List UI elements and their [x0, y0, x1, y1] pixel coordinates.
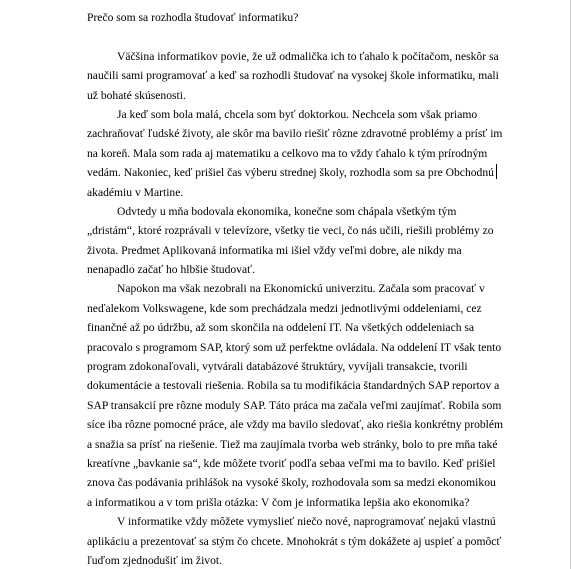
- paragraph-line: nenapadlo začať ho hlbšie študovať.: [87, 263, 255, 277]
- paragraph-line: kreatívne „bavkanie sa“, kde môžete tvoriť podľa sebaa veľmi ma to bavilo. Keď prišiel: [87, 457, 496, 470]
- paragraph-line: ľuďom zjednodušiť im život.: [87, 553, 223, 567]
- paragraph-line: už bohaté skúsenosti.: [87, 88, 186, 102]
- paragraph-line: Odvtedy u mňa bodovala ekonomika, konečne som chápala všetkým tým: [117, 204, 457, 218]
- paragraph-2: [87, 105, 527, 202]
- blank-line: [87, 27, 527, 46]
- paragraph-line: zachraňovať ľudské životy, ale skôr ma bavilo riešiť rôzne zdravotné problémy a prísť im: [87, 127, 503, 141]
- paragraph-line: na koreň. Mala som rada aj matematiku a celkovo ma to vždy ťahalo k tým prírodným: [87, 146, 488, 160]
- paragraph-line: Väčšina informatikov povie, že už odmalička ich to ťahalo k počítačom, neskôr sa: [117, 49, 499, 63]
- paragraph-line: síce iba rôzne pomocné práce, ale vždy ma bavilo sledovať, ako riešia konkrétny problém: [87, 418, 504, 432]
- paragraph-line: finančné až po údržbu, až som skončila na oddelení IT. Na všetkých oddeleniach sa: [87, 321, 475, 335]
- paragraph-line: Ja keď som bola malá, chcela som byť doktorkou. Nechcela som však priamo: [117, 107, 478, 121]
- paragraph-line: a snažia sa prísť na riešenie. Tiež ma zaujímala tvorba web stránky, bolo to pre mňa také: [87, 437, 498, 451]
- paragraph-line: pracovalo s programom SAP, ktorý som už perfektne ovládala. Na oddelení IT však tento: [87, 340, 502, 354]
- document-body[interactable]: [87, 8, 527, 569]
- paragraph-line: a informatikou a v tom prišla otázka: V čom je informatika lepšia ako ekonomika?: [87, 495, 470, 509]
- paragraph-line: neďalekom Volkswagene, kde som prechádzala medzi jednotlivými oddeleniami, cez: [87, 301, 482, 315]
- paragraph-line: naučili sami programovať a keď sa rozhodli študovať na vysokej škole informatiku, mali: [87, 69, 499, 83]
- paragraph-line: [87, 163, 527, 182]
- paragraph-4: [87, 279, 527, 512]
- paragraph-line: života. Predmet Aplikovaná informatika mi išiel vždy veľmi dobre, ale nikdy ma: [87, 243, 462, 257]
- paragraph-line-text: vedám. Nakoniec, keď prišiel čas výberu strednej školy, rozhodla som sa pre Obchodnú: [87, 166, 494, 180]
- paragraph-line: SAP transakcií pre rôzne moduly SAP. Táto práca ma začala veľmi zaujímať. Robila som: [87, 398, 502, 412]
- document-title: Prečo som sa rozhodla študovať informatiku?: [87, 11, 299, 24]
- paragraph-line: akadémiu v Martine.: [87, 185, 184, 199]
- paragraph-1: [87, 47, 527, 105]
- paragraph-line: aplikáciu a prezentovať sa stým čo chcete. Mnohokrát s tým dokážete aj uspieť a pomôcť: [87, 534, 502, 548]
- paragraph-3: [87, 202, 527, 280]
- paragraph-line: znova čas podávania prihlášok na vysoké školy, rozhodovala som sa medzi ekonomikou: [87, 476, 496, 490]
- paragraph-5: [87, 512, 527, 569]
- paragraph-line: dokumentácie a testovali riešenia. Robila sa tu modifikácia štandardných SAP reportov a: [87, 379, 500, 393]
- paragraph-line: Napokon ma však nezobrali na Ekonomickú univerzitu. Začala som pracovať v: [117, 282, 485, 296]
- paragraph-line: V informatike vždy môžete vymyslieť niečo nové, naprogramovať nejakú vlastnú: [117, 515, 496, 529]
- paragraph-line: program zdokonaľovali, vytvárali databázové štruktúry, vyvíjali transakcie, tvorili: [87, 360, 468, 374]
- text-cursor: [496, 164, 497, 179]
- paragraph-line: „dristám“, ktoré rozprávali v televízore, všetky tie veci, čo nás učili, riešili problémy zo: [87, 224, 494, 238]
